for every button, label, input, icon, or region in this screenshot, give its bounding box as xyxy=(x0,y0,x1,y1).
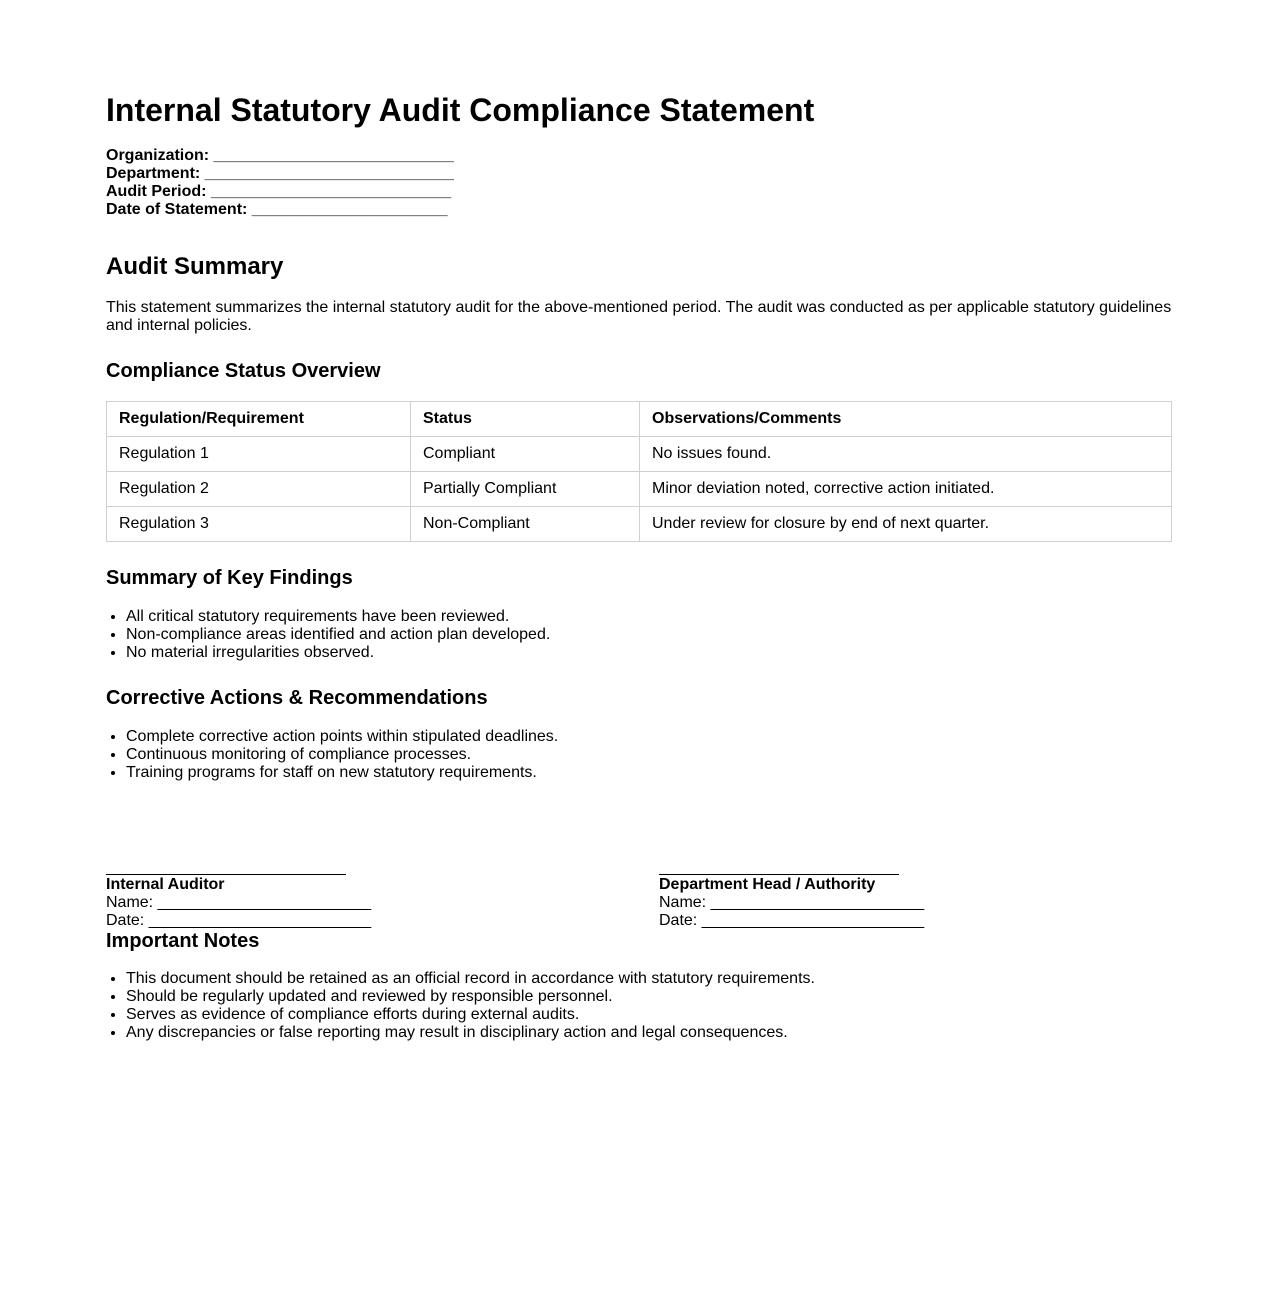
corrective-actions-heading: Corrective Actions & Recommendations xyxy=(106,687,488,709)
department-head-signature-block xyxy=(659,874,924,930)
audit-summary-heading: Audit Summary xyxy=(106,253,284,280)
table-cell: No issues found. xyxy=(640,437,1172,472)
list-item: • Non-compliance areas identified and action plan developed. xyxy=(126,626,550,644)
organization-field: Organization: ___________________________ xyxy=(106,147,454,164)
signature-line xyxy=(106,874,346,875)
key-findings-heading: Summary of Key Findings xyxy=(106,567,353,589)
column-header: Observations/Comments xyxy=(640,402,1172,437)
compliance-table xyxy=(106,401,1172,542)
signatory-role: Department Head / Authority xyxy=(659,876,876,893)
table-row xyxy=(107,472,1172,507)
table-cell: Regulation 3 xyxy=(107,507,411,542)
list-item: • All critical statutory requirements have been reviewed. xyxy=(126,608,550,626)
list-item: • Should be regularly updated and reviewed by responsible personnel. xyxy=(126,988,815,1006)
column-header: Status xyxy=(411,402,640,437)
table-header-row xyxy=(107,402,1172,437)
signatory-date-field: Date: _________________________ xyxy=(659,912,925,929)
audit-period-field: Audit Period: ___________________________ xyxy=(106,183,452,200)
table-cell: Partially Compliant xyxy=(411,472,640,507)
audit-summary-text: This statement summarizes the internal statutory audit for the above-mentioned period. The audit was conducted as per applicable statutory guidelines and internal policies. xyxy=(106,299,1172,334)
meta-fields xyxy=(106,147,454,219)
signatory-name-field: Name: ________________________ xyxy=(106,894,372,911)
compliance-overview-heading: Compliance Status Overview xyxy=(106,360,381,382)
important-notes-list xyxy=(106,970,815,1042)
list-item: • Any discrepancies or false reporting may result in disciplinary action and legal consequences. xyxy=(126,1024,815,1042)
list-item: • This document should be retained as an official record in accordance with statutory requirements. xyxy=(126,970,815,988)
department-field: Department: ____________________________ xyxy=(106,165,454,182)
corrective-actions-list xyxy=(106,728,558,782)
key-findings-list xyxy=(106,608,550,662)
internal-auditor-signature-block xyxy=(106,874,371,930)
date-of-statement-field: Date of Statement: ______________________ xyxy=(106,201,448,218)
table-row xyxy=(107,437,1172,472)
table-cell: Regulation 1 xyxy=(107,437,411,472)
table-cell: Under review for closure by end of next quarter. xyxy=(640,507,1172,542)
list-item: • Serves as evidence of compliance efforts during external audits. xyxy=(126,1006,815,1024)
table-cell: Non-Compliant xyxy=(411,507,640,542)
signatory-date-field: Date: _________________________ xyxy=(106,912,372,929)
table-cell: Minor deviation noted, corrective action initiated. xyxy=(640,472,1172,507)
document-title: Internal Statutory Audit Compliance Statement xyxy=(106,92,815,128)
table-cell: Regulation 2 xyxy=(107,472,411,507)
list-item: • No material irregularities observed. xyxy=(126,644,550,662)
column-header: Regulation/Requirement xyxy=(107,402,411,437)
list-item: • Training programs for staff on new statutory requirements. xyxy=(126,764,558,782)
table-cell: Compliant xyxy=(411,437,640,472)
signatory-name-field: Name: ________________________ xyxy=(659,894,925,911)
list-item: • Continuous monitoring of compliance processes. xyxy=(126,746,558,764)
table-row xyxy=(107,507,1172,542)
signatory-role: Internal Auditor xyxy=(106,876,225,893)
signature-line xyxy=(659,874,899,875)
important-notes-heading: Important Notes xyxy=(106,930,260,952)
list-item: • Complete corrective action points within stipulated deadlines. xyxy=(126,728,558,746)
